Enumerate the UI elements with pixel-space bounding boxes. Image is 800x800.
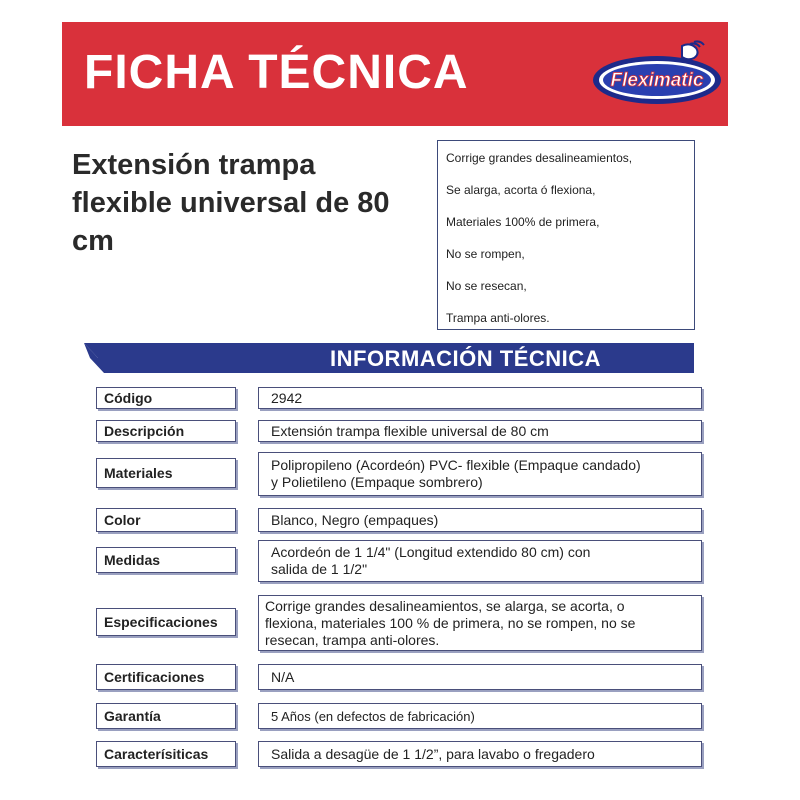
spec-value-especificaciones: Corrige grandes desalineamientos, se alarga, se acorta, o flexiona, materiales 100 % de primera, no se rompen, no se resecan, trampa anti-olores. (258, 595, 702, 651)
feature-item: Se alarga, acorta ó flexiona, (446, 183, 596, 197)
spec-label-codigo: Código (96, 387, 236, 409)
fleximatic-logo (590, 40, 724, 108)
feature-item: No se resecan, (446, 279, 527, 293)
spec-value-caracteristicas: Salida a desagüe de 1 1/2”, para lavabo o fregadero (258, 741, 702, 767)
spec-value-codigo: 2942 (258, 387, 702, 409)
spec-value-descripcion: Extensión trampa flexible universal de 80 cm (258, 420, 702, 442)
spec-value-materiales: Polipropileno (Acordeón) PVC- flexible (Empaque candado) y Polietileno (Empaque sombrero) (258, 452, 702, 496)
spec-label-descripcion: Descripción (96, 420, 236, 442)
spec-label-color: Color (96, 508, 236, 532)
feature-item: Trampa anti-olores. (446, 311, 550, 325)
spec-label-materiales: Materiales (96, 458, 236, 488)
feature-item: Corrige grandes desalineamientos, (446, 151, 633, 165)
product-title: Extensión trampa flexible universal de 80 cm (72, 149, 390, 257)
spec-value-medidas: Acordeón de 1 1/4" (Longitud extendido 80 cm) con salida de 1 1/2" (258, 540, 702, 582)
spec-value-certificaciones: N/A (258, 664, 702, 690)
spec-value-garantia: 5 Años (en defectos de fabricación) (258, 703, 702, 729)
spec-label-especificaciones: Especificaciones (96, 608, 236, 636)
page-title: FICHA TÉCNICA (84, 46, 469, 99)
brand-text: Fleximatic (610, 70, 704, 91)
spec-label-garantia: Garantía (96, 703, 236, 729)
spec-label-certificaciones: Certificaciones (96, 664, 236, 690)
feature-item: No se rompen, (446, 247, 525, 261)
section-title: INFORMACIÓN TÉCNICA (330, 346, 602, 371)
features-box (437, 140, 695, 330)
spec-label-medidas: Medidas (96, 547, 236, 573)
spec-label-caracteristicas: Caracterísiticas (96, 741, 236, 767)
spec-value-color: Blanco, Negro (empaques) (258, 508, 702, 532)
feature-item: Materiales 100% de primera, (446, 215, 600, 229)
